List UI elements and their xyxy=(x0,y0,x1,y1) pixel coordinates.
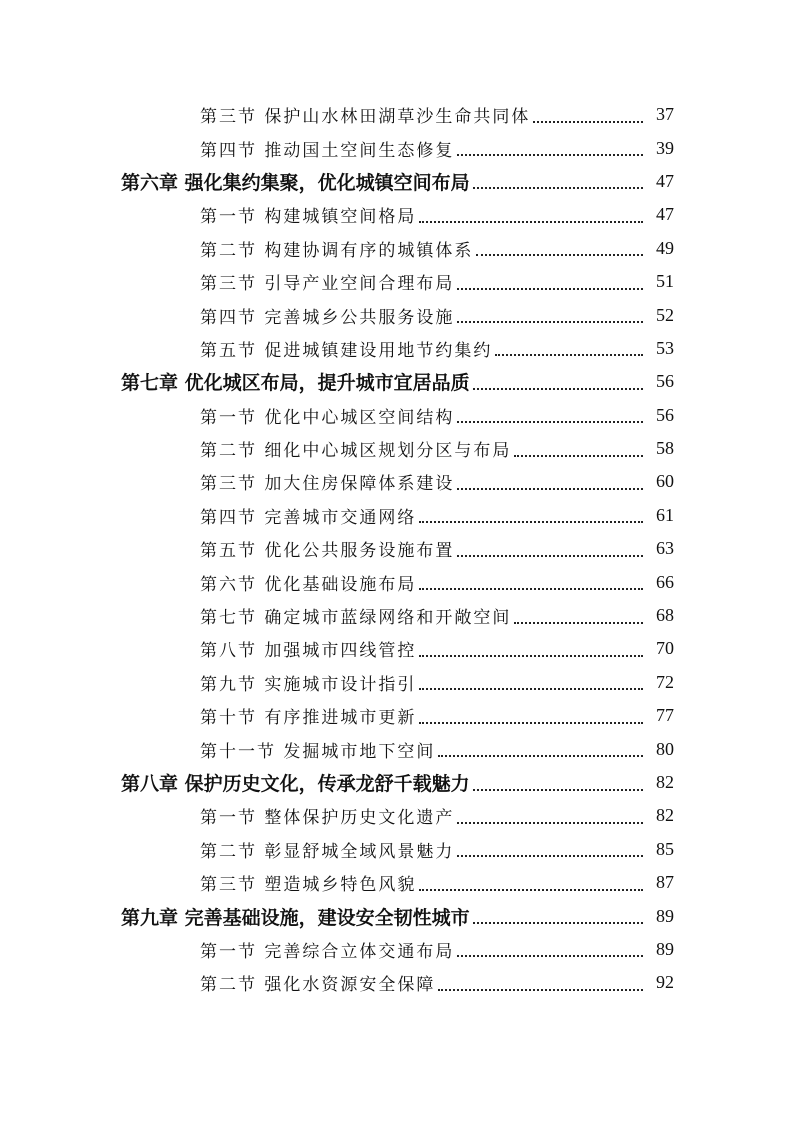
dot-leader xyxy=(457,855,643,857)
toc-entry-page: 82 xyxy=(656,772,674,792)
toc-entry-title: 第五节 促进城镇建设用地节约集约 xyxy=(200,340,493,361)
toc-entry[interactable] xyxy=(0,933,794,966)
toc-entry-page: 89 xyxy=(656,905,674,926)
toc-entry[interactable] xyxy=(0,599,794,632)
dot-leader xyxy=(419,655,643,657)
dot-leader xyxy=(473,789,643,791)
toc-entry[interactable] xyxy=(0,332,794,365)
toc-chapter-entry[interactable] xyxy=(0,899,794,932)
toc-entry-title: 第一节 构建城镇空间格局 xyxy=(200,207,417,228)
toc-chapter-title: 第七章 优化城区布局，提升城市宜居品质 xyxy=(121,372,470,395)
toc-chapter-entry[interactable] xyxy=(0,766,794,799)
toc-entry-page: 68 xyxy=(656,605,674,626)
toc-entry-page: 39 xyxy=(656,137,674,158)
toc-entry-page: 77 xyxy=(656,705,674,726)
dot-leader xyxy=(473,187,643,189)
toc-entry-page: 47 xyxy=(656,204,674,225)
toc-chapter-title: 第九章 完善基础设施，建设安全韧性城市 xyxy=(121,906,470,929)
toc-entry-page: 56 xyxy=(656,371,674,392)
dot-leader xyxy=(419,722,643,724)
toc-entry[interactable] xyxy=(0,399,794,432)
toc-entry-title: 第二节 强化水资源安全保障 xyxy=(200,975,436,996)
toc-entry-page: 56 xyxy=(656,404,674,425)
dot-leader xyxy=(457,154,643,156)
toc-entry[interactable] xyxy=(0,198,794,231)
toc-entry-title: 第五节 优化公共服务设施布置 xyxy=(200,541,455,562)
toc-entry-title: 第一节 完善综合立体交通布局 xyxy=(200,941,455,962)
dot-leader xyxy=(457,488,643,490)
dot-leader xyxy=(419,889,643,891)
toc-entry[interactable] xyxy=(0,432,794,465)
toc-entry[interactable] xyxy=(0,465,794,498)
toc-entry-page: 72 xyxy=(656,671,674,692)
toc-entry-title: 第九节 实施城市设计指引 xyxy=(200,674,417,695)
dot-leader xyxy=(419,221,643,223)
toc-entry[interactable] xyxy=(0,699,794,732)
toc-entry[interactable] xyxy=(0,565,794,598)
toc-entry-title: 第二节 细化中心城区规划分区与布局 xyxy=(200,441,512,462)
dot-leader xyxy=(419,588,643,590)
toc-entry-page: 80 xyxy=(656,738,674,759)
toc-entry[interactable] xyxy=(0,265,794,298)
toc-entry-title: 第十一节 发掘城市地下空间 xyxy=(200,741,436,762)
dot-leader xyxy=(419,521,643,523)
dot-leader xyxy=(438,989,643,991)
toc-entry-page: 51 xyxy=(656,271,674,292)
dot-leader xyxy=(495,354,643,356)
toc-entry-title: 第三节 保护山水林田湖草沙生命共同体 xyxy=(200,107,531,128)
toc-entry[interactable] xyxy=(0,833,794,866)
dot-leader xyxy=(457,822,643,824)
dot-leader xyxy=(457,955,643,957)
toc-entry-title: 第二节 构建协调有序的城镇体系 xyxy=(200,240,474,261)
toc-entry-page: 37 xyxy=(656,104,674,125)
toc-entry-title: 第二节 彰显舒城全域风景魅力 xyxy=(200,841,455,862)
toc-entry[interactable] xyxy=(0,732,794,765)
toc-entry-page: 53 xyxy=(656,337,674,358)
dot-leader xyxy=(514,455,643,457)
toc-entry-title: 第十节 有序推进城市更新 xyxy=(200,708,417,729)
dot-leader xyxy=(457,555,643,557)
toc-entry-page: 87 xyxy=(656,872,674,893)
toc-entry[interactable] xyxy=(0,866,794,899)
dot-leader xyxy=(473,388,643,390)
toc-entry-page: 66 xyxy=(656,571,674,592)
toc-entry-title: 第三节 引导产业空间合理布局 xyxy=(200,274,455,295)
dot-leader xyxy=(514,622,643,624)
toc-entry-title: 第四节 完善城市交通网络 xyxy=(200,507,417,528)
toc-entry-title: 第四节 完善城乡公共服务设施 xyxy=(200,307,455,328)
toc-entry-page: 49 xyxy=(656,237,674,258)
toc-entry-page: 70 xyxy=(656,638,674,659)
toc-chapter-title: 第八章 保护历史文化，传承龙舒千载魅力 xyxy=(121,773,470,795)
toc-chapter-entry[interactable] xyxy=(0,165,794,198)
toc-chapter-entry[interactable] xyxy=(0,365,794,398)
toc-entry-title: 第三节 加大住房保障体系建设 xyxy=(200,474,455,495)
dot-leader xyxy=(457,288,643,290)
toc-entry-title: 第六节 优化基础设施布局 xyxy=(200,574,417,595)
toc-entry-title: 第八节 加强城市四线管控 xyxy=(200,641,417,662)
dot-leader xyxy=(457,421,643,423)
toc-entry-title: 第三节 塑造城乡特色风貌 xyxy=(200,875,417,896)
toc-entry-title: 第七节 确定城市蓝绿网络和开敞空间 xyxy=(200,608,512,629)
dot-leader xyxy=(419,688,643,690)
toc-entry[interactable] xyxy=(0,632,794,665)
toc-entry-page: 89 xyxy=(656,938,674,959)
toc-entry-title: 第一节 优化中心城区空间结构 xyxy=(200,407,455,428)
toc-entry-page: 82 xyxy=(656,805,674,826)
toc-entry-page: 52 xyxy=(656,304,674,325)
toc-entry-page: 63 xyxy=(656,538,674,559)
toc-entry[interactable] xyxy=(0,499,794,532)
toc-entry[interactable] xyxy=(0,298,794,331)
toc-entry[interactable] xyxy=(0,98,794,131)
toc-entry-title: 第一节 整体保护历史文化遗产 xyxy=(200,808,455,829)
toc-entry-page: 58 xyxy=(656,438,674,459)
toc-entry[interactable] xyxy=(0,131,794,164)
toc-entry-page: 47 xyxy=(656,170,674,191)
toc-entry-title: 第四节 推动国土空间生态修复 xyxy=(200,140,455,161)
dot-leader xyxy=(473,922,643,924)
toc-entry-page: 60 xyxy=(656,471,674,492)
toc-entry-page: 85 xyxy=(656,838,674,859)
table-of-contents xyxy=(0,98,794,1000)
toc-entry[interactable] xyxy=(0,799,794,832)
toc-chapter-title: 第六章 强化集约集聚，优化城镇空间布局 xyxy=(121,171,470,194)
toc-entry-page: 92 xyxy=(656,972,674,993)
toc-entry[interactable] xyxy=(0,232,794,265)
dot-leader xyxy=(533,121,643,123)
toc-entry-page: 61 xyxy=(656,504,674,525)
dot-leader xyxy=(457,321,643,323)
dot-leader xyxy=(476,254,643,256)
toc-entry[interactable] xyxy=(0,666,794,699)
dot-leader xyxy=(438,755,643,757)
toc-entry[interactable] xyxy=(0,966,794,999)
toc-entry[interactable] xyxy=(0,532,794,565)
